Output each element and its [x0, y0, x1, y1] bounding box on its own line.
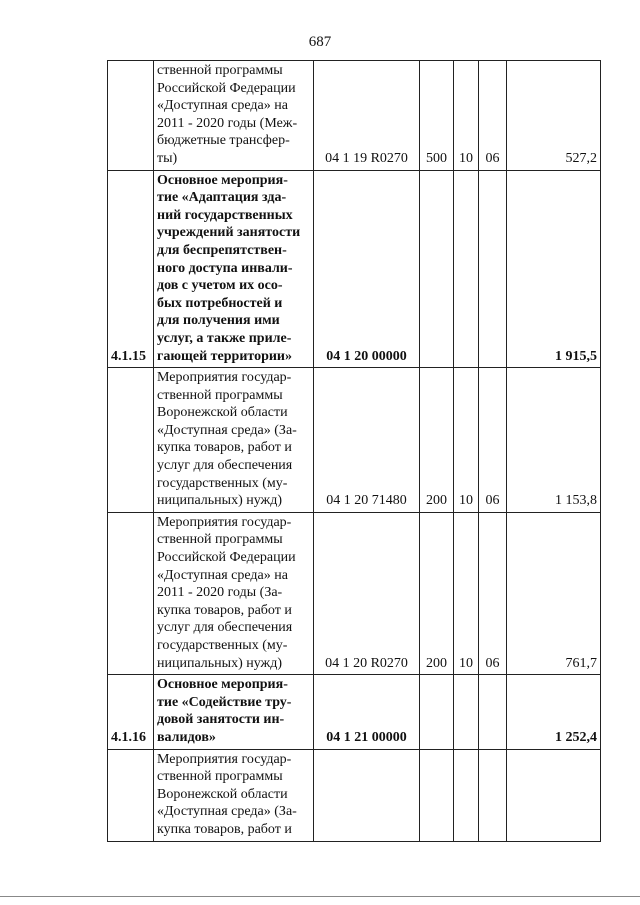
table-row — [108, 512, 601, 674]
row-code: 04 1 21 00000 — [314, 675, 420, 749]
row-name-line: купка товаров, работ и — [157, 602, 292, 618]
row-name-line: тие «Адаптация зда- — [157, 190, 287, 206]
row-sum — [507, 749, 601, 841]
row-name-line: для получения ими — [157, 313, 280, 329]
row-name-line: ственной программы — [157, 387, 283, 403]
row-name-line: валидов» — [157, 729, 216, 745]
row-sum: 1 153,8 — [507, 368, 601, 513]
row-section: 10 — [454, 512, 479, 674]
row-expense-type — [420, 749, 454, 841]
row-name — [154, 512, 314, 674]
row-sum: 527,2 — [507, 61, 601, 171]
row-expense-type: 200 — [420, 512, 454, 674]
row-name-line: Основное мероприя- — [157, 172, 288, 188]
row-code: 04 1 20 71480 — [314, 368, 420, 513]
row-name-line: Основное мероприя- — [157, 677, 288, 693]
page-number: 687 — [308, 34, 332, 50]
row-name-line: Мероприятия государ- — [157, 514, 292, 530]
row-number — [108, 61, 154, 171]
row-name-line: купка товаров, работ и — [157, 821, 292, 837]
row-expense-type: 200 — [420, 368, 454, 513]
row-section — [454, 675, 479, 749]
row-expense-type: 500 — [420, 61, 454, 171]
table-row — [108, 61, 601, 171]
row-expense-type — [420, 675, 454, 749]
row-expense-type — [420, 170, 454, 368]
row-subsection: 06 — [479, 512, 507, 674]
row-section — [454, 170, 479, 368]
row-sum: 761,7 — [507, 512, 601, 674]
row-name-line: ственной программы — [157, 63, 283, 78]
row-name-line: для беспрепятствен- — [157, 242, 287, 258]
row-name-line: ниципальных) нужд) — [157, 655, 282, 671]
row-section — [454, 749, 479, 841]
row-name-line: Мероприятия государ- — [157, 751, 292, 767]
row-subsection: 06 — [479, 368, 507, 513]
row-name-line: ственной программы — [157, 769, 283, 785]
row-number — [108, 368, 154, 513]
budget-table-body — [108, 61, 601, 842]
row-name-line: Воронежской области — [157, 405, 288, 421]
row-name-line: «Доступная среда» на — [157, 567, 288, 583]
row-name — [154, 170, 314, 368]
row-section: 10 — [454, 368, 479, 513]
row-number — [108, 512, 154, 674]
bottom-rule — [0, 896, 640, 897]
row-name-line: 2011 - 2020 годы (За- — [157, 585, 283, 601]
row-subsection: 06 — [479, 61, 507, 171]
row-name-line: довой занятости ин- — [157, 712, 285, 728]
row-name — [154, 749, 314, 841]
row-number: 4.1.16 — [108, 675, 154, 749]
row-name-line: услуг, а также приле- — [157, 330, 292, 346]
row-name-line: учреждений занятости — [157, 225, 301, 241]
budget-table — [107, 60, 601, 842]
row-code: 04 1 19 R0270 — [314, 61, 420, 171]
row-name-line: государственных (му- — [157, 638, 288, 653]
row-name-line: Мероприятия государ- — [157, 370, 292, 386]
row-name-line: ты) — [157, 150, 178, 166]
row-name-line: Воронежской области — [157, 786, 288, 802]
row-name — [154, 675, 314, 749]
row-name-line: дов с учетом их осо- — [157, 278, 283, 294]
table-row — [108, 170, 601, 368]
row-name-line: Российской Федерации — [157, 550, 296, 566]
row-code: 04 1 20 00000 — [314, 170, 420, 368]
row-name-line: бых потребностей и — [157, 295, 283, 311]
table-row — [108, 749, 601, 841]
row-sum: 1 915,5 — [507, 170, 601, 368]
row-name — [154, 368, 314, 513]
row-name-line: «Доступная среда» (За- — [157, 804, 297, 820]
row-name-line: «Доступная среда» на — [157, 98, 288, 114]
row-code: 04 1 20 R0270 — [314, 512, 420, 674]
row-subsection — [479, 749, 507, 841]
row-name-line: «Доступная среда» (За- — [157, 422, 297, 438]
row-sum: 1 252,4 — [507, 675, 601, 749]
row-name-line: государственных (му- — [157, 475, 288, 491]
table-row — [108, 368, 601, 513]
row-name-line: ственной программы — [157, 532, 283, 548]
table-row — [108, 675, 601, 749]
row-name-line: ного доступа инвали- — [157, 260, 293, 276]
row-name-line: услуг для обеспечения — [157, 458, 293, 474]
row-name-line: ниципальных) нужд) — [157, 493, 282, 509]
row-name-line: Российской Федерации — [157, 80, 296, 96]
row-number: 4.1.15 — [108, 170, 154, 368]
row-section: 10 — [454, 61, 479, 171]
row-name-line: купка товаров, работ и — [157, 440, 292, 456]
row-name-line: услуг для обеспечения — [157, 620, 293, 636]
row-number — [108, 749, 154, 841]
row-name-line: 2011 - 2020 годы (Меж- — [157, 115, 298, 131]
row-name-line: ний государственных — [157, 207, 293, 223]
row-subsection — [479, 170, 507, 368]
row-name-line: бюджетные трансфер- — [157, 133, 290, 149]
row-name-line: гающей территории» — [157, 348, 292, 364]
row-code — [314, 749, 420, 841]
row-subsection — [479, 675, 507, 749]
row-name — [154, 61, 314, 171]
row-name-line: тие «Содействие тру- — [157, 694, 292, 710]
